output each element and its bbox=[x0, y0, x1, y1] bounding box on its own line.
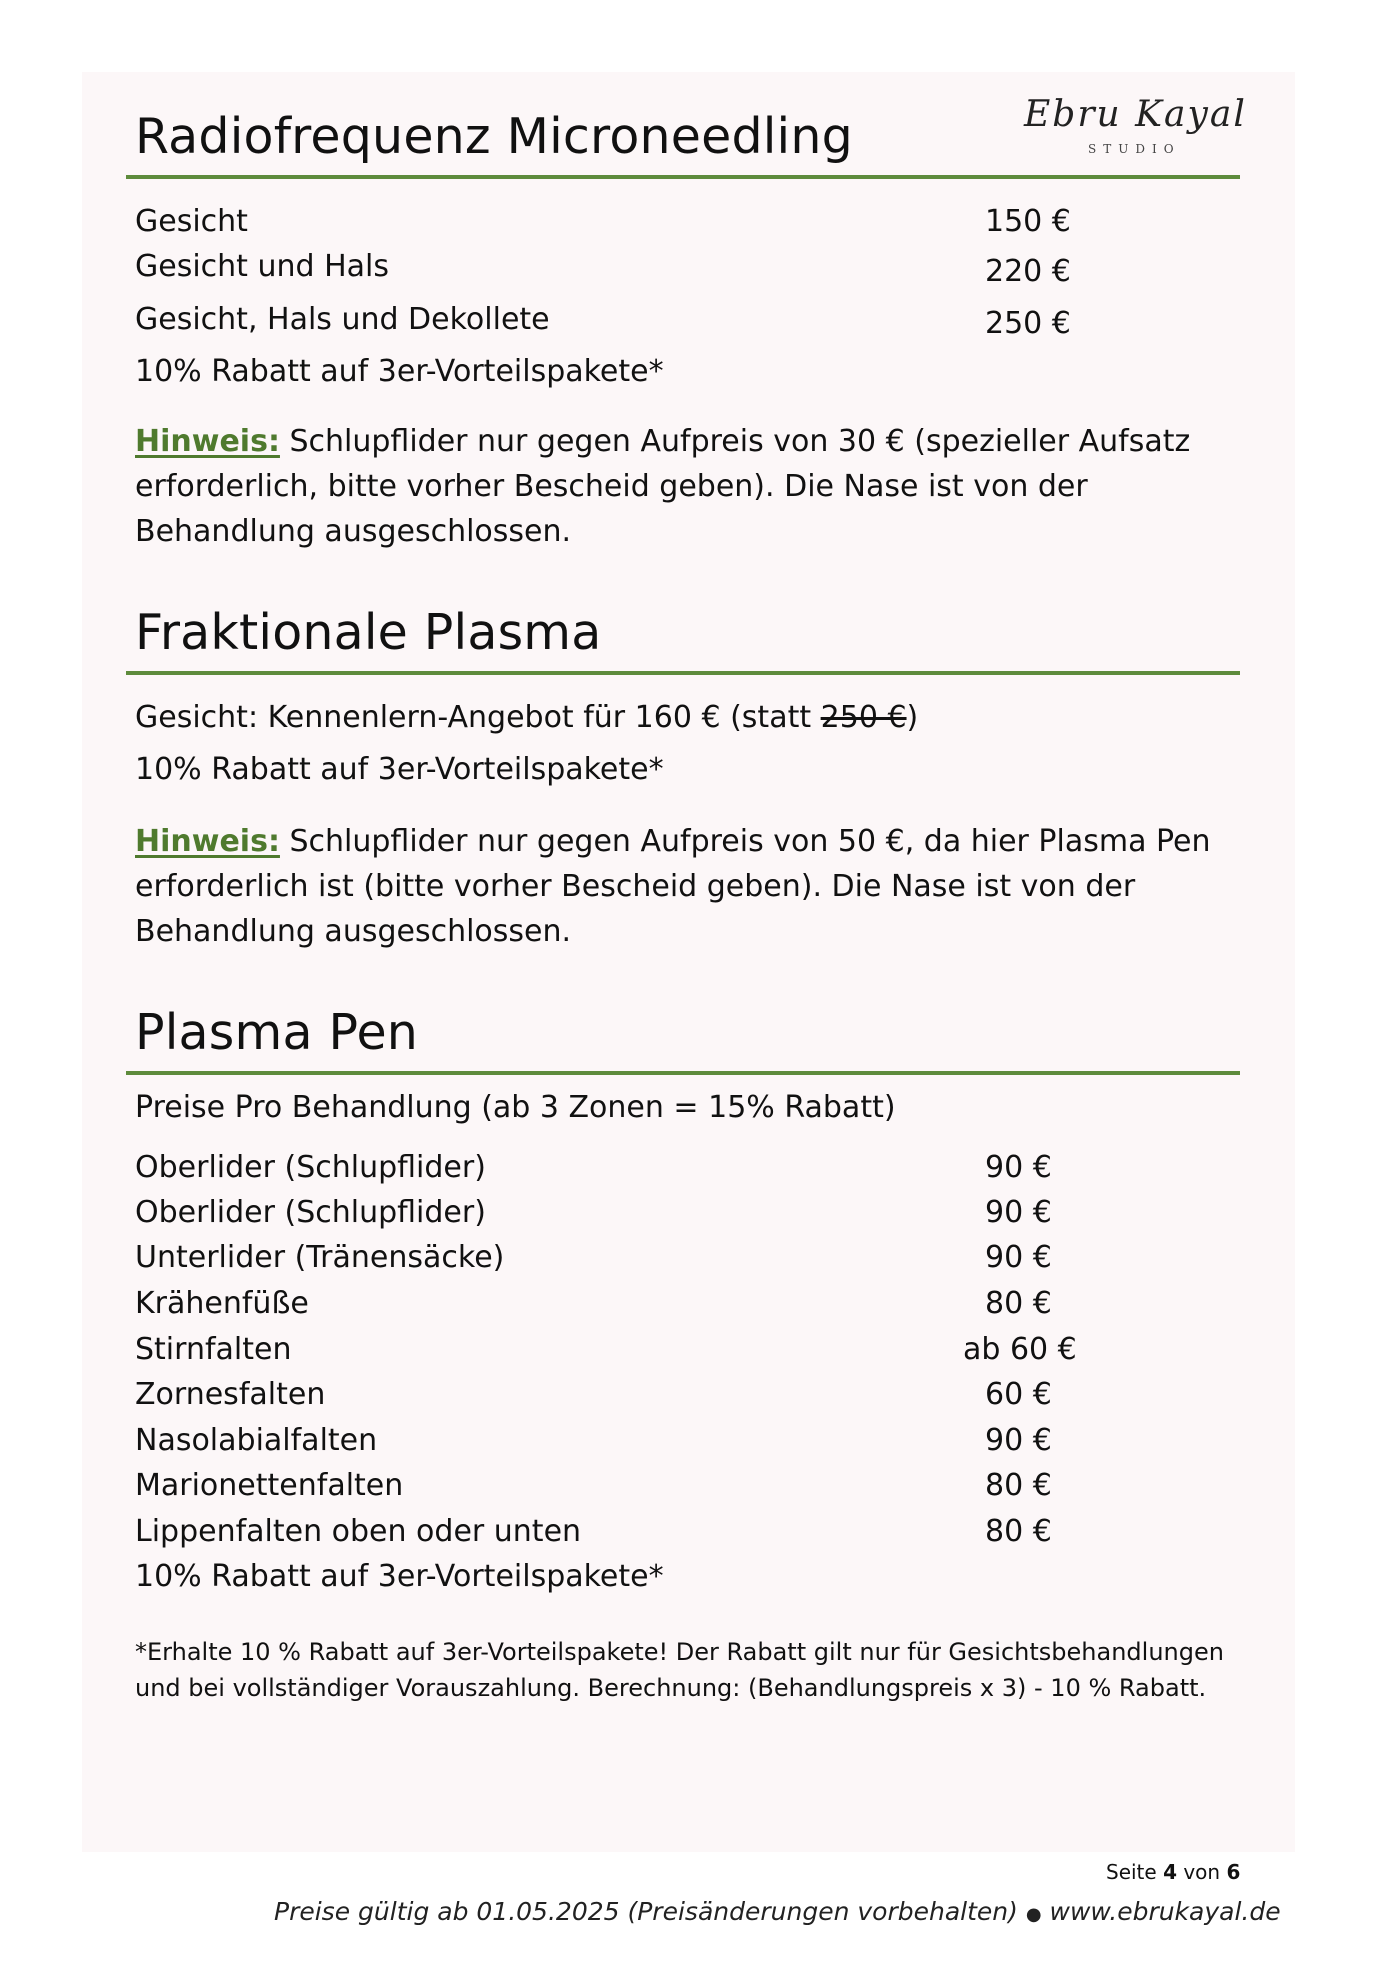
section-divider bbox=[126, 1071, 1240, 1075]
price-row-value: 150 € bbox=[985, 204, 1071, 239]
price-row-value: 80 € bbox=[985, 1514, 1052, 1549]
bullet-icon: ● bbox=[1025, 1904, 1042, 1925]
price-row-label: Zornesfalten bbox=[135, 1377, 326, 1412]
price-row-label: Gesicht und Hals bbox=[135, 249, 389, 284]
offer-line bbox=[135, 700, 918, 735]
pricing-intro: Preise Pro Behandlung (ab 3 Zonen = 15% Rabatt) bbox=[135, 1090, 896, 1125]
offer-prefix: Gesicht: Kennenlern-Angebot für 160 € (statt bbox=[135, 700, 821, 735]
discount-note: 10% Rabatt auf 3er-Vorteilspakete* bbox=[135, 1559, 664, 1594]
hint-text: Schlupflider nur gegen Aufpreis von 50 €, da hier Plasma Pen erforderlich ist (bitte vorher Bescheid geben). Die Nase ist von der Behandlung ausgeschlossen. bbox=[135, 824, 1211, 949]
studio-logo: Ebru Kayal bbox=[1024, 94, 1247, 135]
section-title-plasma: Fraktionale Plasma bbox=[135, 604, 602, 661]
offer-suffix: ) bbox=[906, 700, 919, 735]
price-row-value: ab 60 € bbox=[963, 1332, 1077, 1367]
hint-text: Schlupflider nur gegen Aufpreis von 30 € (spezieller Aufsatz erforderlich, bitte vorher Bescheid geben). Die Nase ist von der Behandlung ausgeschlossen. bbox=[135, 424, 1191, 549]
price-row-label: Oberlider (Schlupflider) bbox=[135, 1195, 486, 1230]
hint-label: Hinweis: bbox=[135, 824, 280, 859]
studio-logo-subtitle: STUDIO bbox=[1088, 142, 1181, 156]
price-row-value: 80 € bbox=[985, 1286, 1052, 1321]
price-row-label: Nasolabialfalten bbox=[135, 1423, 378, 1458]
validity-text: Preise gültig ab 01.05.2025 (Preisänderungen vorbehalten) bbox=[274, 1897, 1018, 1926]
hint-paragraph bbox=[135, 419, 1215, 554]
price-row-value: 90 € bbox=[985, 1150, 1052, 1185]
discount-note: 10% Rabatt auf 3er-Vorteilspakete* bbox=[135, 354, 664, 389]
price-row-label: Lippenfalten oben oder unten bbox=[135, 1514, 582, 1549]
website-link[interactable]: www.ebrukayal.de bbox=[1049, 1897, 1281, 1926]
price-row-value: 90 € bbox=[985, 1240, 1052, 1275]
price-row-value: 90 € bbox=[985, 1423, 1052, 1458]
price-row-label: Oberlider (Schlupflider) bbox=[135, 1150, 486, 1185]
price-row-label: Krähenfüße bbox=[135, 1286, 309, 1321]
page-mid: von bbox=[1176, 1860, 1227, 1884]
price-row-value: 80 € bbox=[985, 1468, 1052, 1503]
price-row-label: Unterlider (Tränensäcke) bbox=[135, 1240, 505, 1275]
validity-footer bbox=[274, 1897, 1281, 1926]
price-row-label: Marionettenfalten bbox=[135, 1468, 404, 1503]
page-total: 6 bbox=[1226, 1860, 1241, 1884]
section-divider bbox=[126, 671, 1240, 675]
price-row-value: 220 € bbox=[985, 254, 1071, 289]
section-title-rf: Radiofrequenz Microneedling bbox=[135, 108, 853, 165]
page-prefix: Seite bbox=[1106, 1860, 1164, 1884]
hint-label: Hinweis: bbox=[135, 424, 280, 459]
discount-note: 10% Rabatt auf 3er-Vorteilspakete* bbox=[135, 752, 664, 787]
section-divider bbox=[126, 175, 1240, 179]
section-title-pen: Plasma Pen bbox=[135, 1004, 419, 1061]
page-number bbox=[1106, 1860, 1240, 1884]
price-row-label: Gesicht, Hals und Dekollete bbox=[135, 302, 550, 337]
page-current: 4 bbox=[1163, 1860, 1177, 1884]
price-row-value: 250 € bbox=[985, 306, 1071, 341]
hint-paragraph bbox=[135, 819, 1215, 954]
old-price: 250 € bbox=[820, 700, 907, 735]
price-row-label: Gesicht bbox=[135, 204, 248, 239]
price-row-value: 60 € bbox=[985, 1377, 1052, 1412]
footnote: *Erhalte 10 % Rabatt auf 3er-Vorteilspakete! Der Rabatt gilt nur für Gesichtsbehandlungen und bei vollständiger Vorauszahlung. Berechnung: (Behandlungspreis x 3) - 10 % Rabatt. bbox=[135, 1638, 1224, 1702]
price-row-label: Stirnfalten bbox=[135, 1332, 292, 1367]
price-row-value: 90 € bbox=[985, 1195, 1052, 1230]
